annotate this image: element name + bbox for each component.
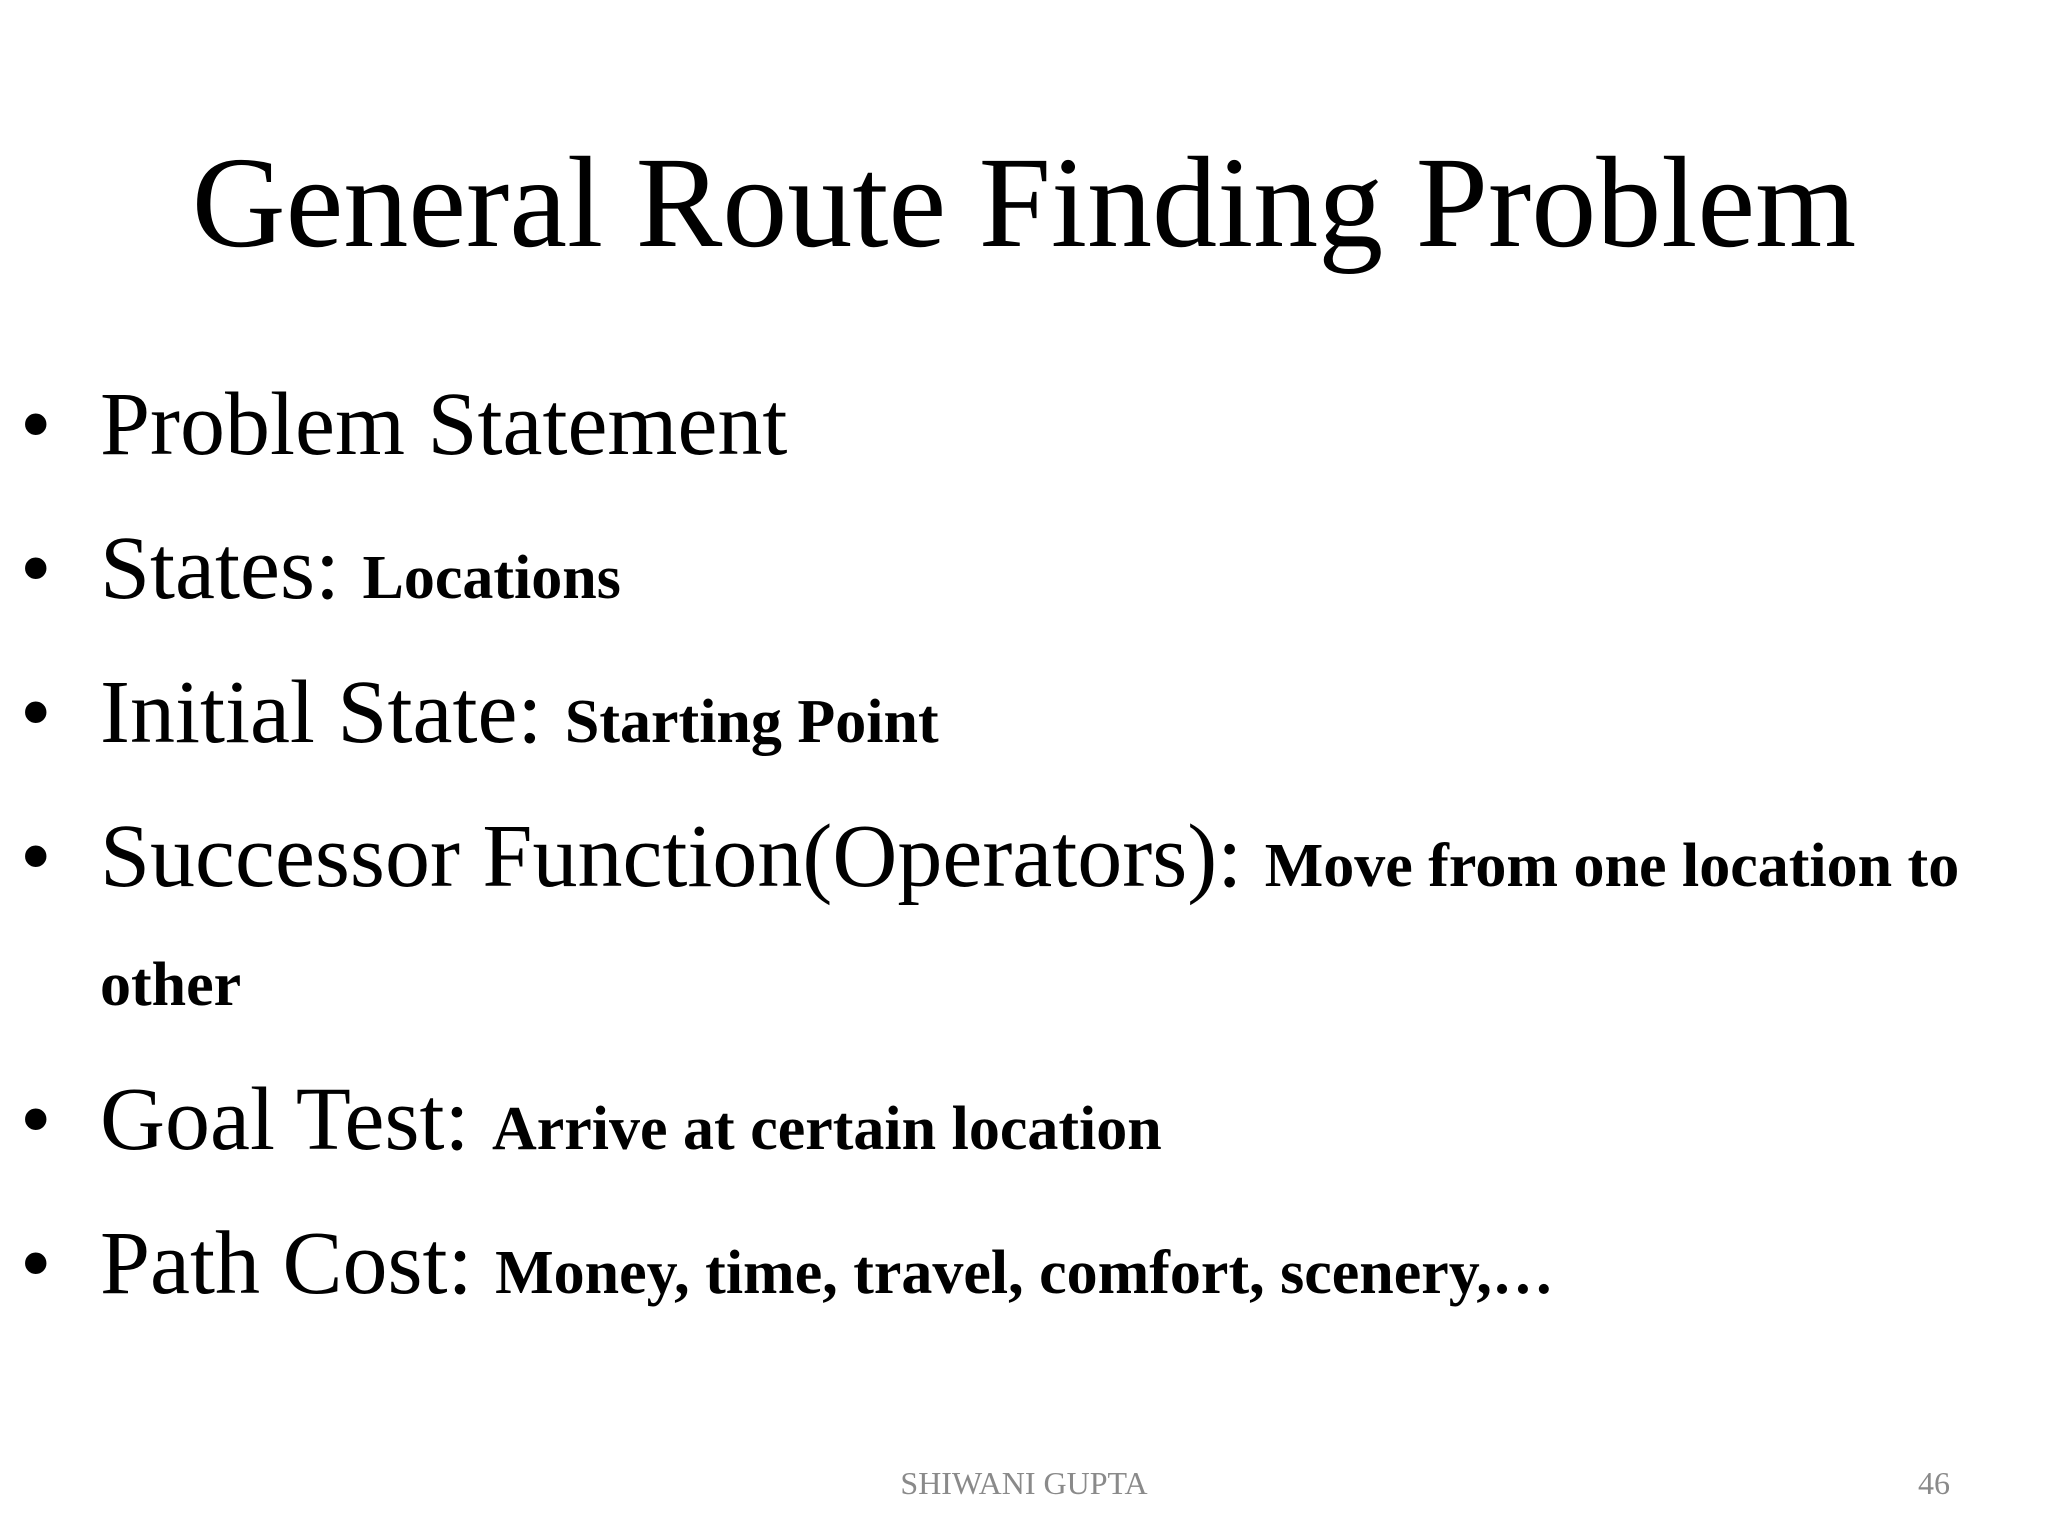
slide-footer: SHIWANI GUPTA (900, 1465, 1148, 1501)
bullet-term: Initial State: (100, 663, 565, 762)
bullet-value: Arrive at certain location (492, 1095, 1162, 1163)
bullet-list (20, 370, 2020, 1353)
bullet-value: Locations (362, 544, 621, 612)
bullet-value: Move from one location to other (100, 832, 1960, 1019)
bullet-term: Problem Statement (100, 375, 788, 474)
bullet-term: States: (100, 519, 363, 618)
bullet-icon: • (20, 807, 52, 906)
bullet-icon: • (20, 663, 52, 762)
bullet-icon: • (20, 375, 52, 474)
bullet-term: Successor Function(Operators): (100, 807, 1265, 906)
bullet-item-path-cost (20, 1209, 2020, 1328)
bullet-term: Path Cost: (100, 1214, 496, 1313)
bullet-item-states (20, 514, 2020, 633)
bullet-icon: • (20, 1070, 52, 1169)
bullet-icon: • (20, 519, 52, 618)
bullet-term: Goal Test: (100, 1070, 492, 1169)
bullet-item-initial-state (20, 658, 2020, 777)
bullet-value: Money, time, travel, comfort, scenery,… (495, 1239, 1554, 1307)
bullet-item-goal-test (20, 1065, 2020, 1184)
slide-title: General Route Finding Problem (191, 131, 1857, 275)
bullet-item-problem-statement (20, 370, 2020, 489)
bullet-icon: • (20, 1214, 52, 1313)
bullet-item-successor-function (20, 802, 2020, 1040)
page-number: 46 (1918, 1465, 1950, 1501)
bullet-value: Starting Point (564, 688, 939, 756)
